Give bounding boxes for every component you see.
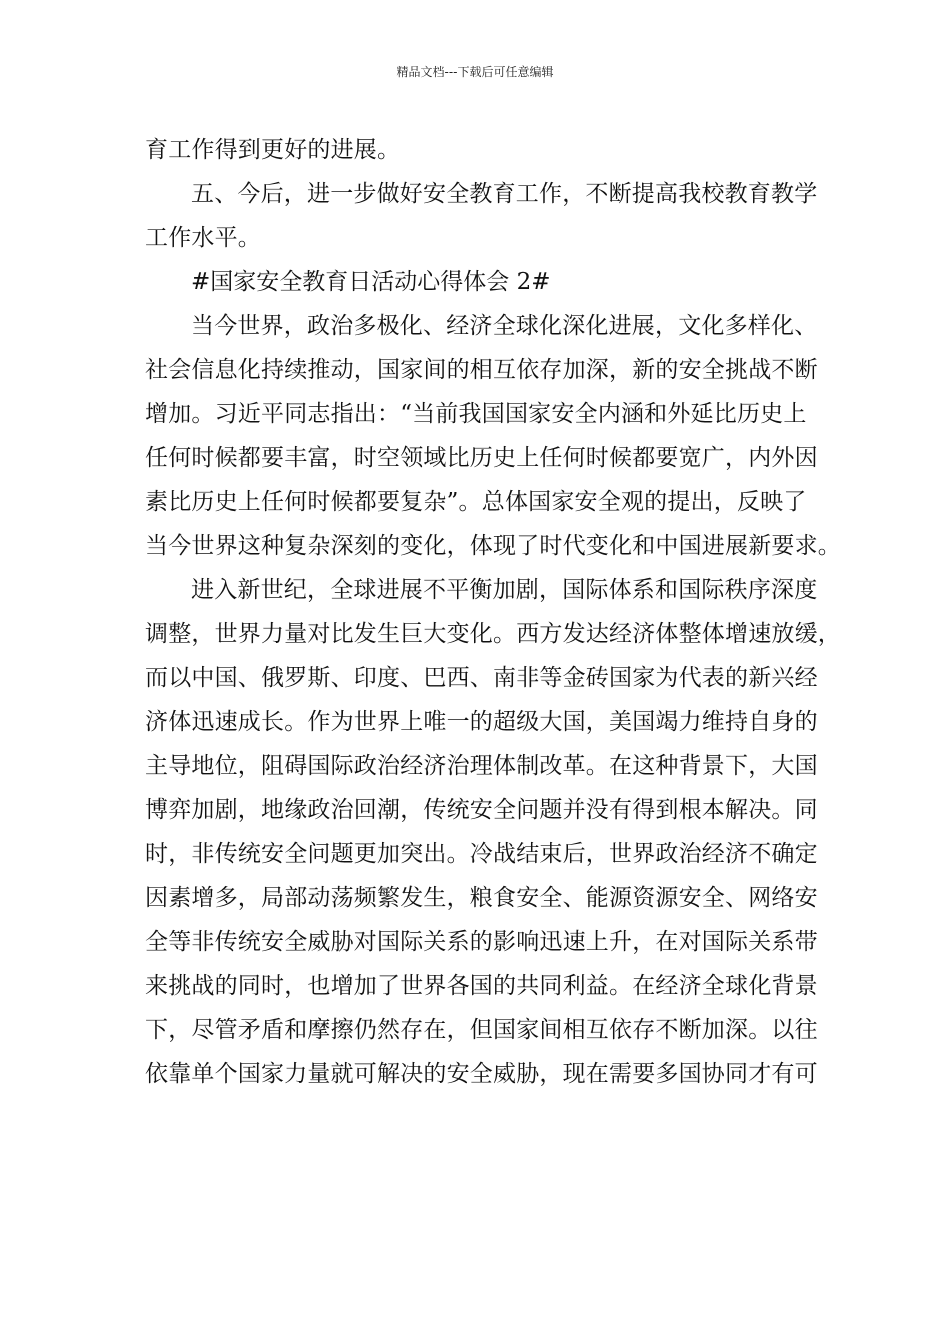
text-line: 当今世界，政治多极化、经济全球化深化进展，文化多样化、 [191,313,818,339]
text-line: 来挑战的同时，也增加了世界各国的共同利益。在经济全球化背景 [145,973,818,999]
text-line: 育工作得到更好的进展。 [145,137,401,163]
paragraph [145,304,841,568]
heading-line: #国家安全教育日活动心得体会 2# [191,269,551,295]
text-line: 进入新世纪，全球进展不平衡加剧，国际体系和国际秩序深度 [191,577,818,603]
text-line: 社会信息化持续推动，国家间的相互依存加深，新的安全挑战不断 [145,357,818,383]
text-line: 五、今后，进一步做好安全教育工作，不断提高我校教育教学 [191,181,818,207]
text-line: 调整，世界力量对比发生巨大变化。西方发达经济体整体增速放缓， [145,621,841,647]
paragraph [145,568,841,1096]
text-line: 素比历史上任何时候都要复杂”。总体国家安全观的提出，反映了 [145,489,807,515]
text-line: 主导地位，阻碍国际政治经济治理体制改革。在这种背景下，大国 [145,753,818,779]
text-line: 而以中国、俄罗斯、印度、巴西、南非等金砖国家为代表的新兴经 [145,665,818,691]
text-line: 增加。习近平同志指出：“当前我国国家安全内涵和外延比历史上 [145,401,807,427]
text-line: 任何时候都要丰富，时空领域比历史上任何时候都要宽广，内外因 [145,445,818,471]
text-line: 依靠单个国家力量就可解决的安全威胁，现在需要多国协同才有可 [145,1061,818,1087]
text-line: 济体迅速成长。作为世界上唯一的超级大国，美国竭力维持自身的 [145,709,818,735]
text-line: 下，尽管矛盾和摩擦仍然存在，但国家间相互依存不断加深。以往 [145,1017,818,1043]
text-line: 时，非传统安全问题更加突出。冷战结束后，世界政治经济不确定 [145,841,818,867]
section-heading [145,260,810,304]
text-line: 当今世界这种复杂深刻的变化，体现了时代变化和中国进展新要求。 [145,533,841,559]
paragraph [145,128,810,172]
text-line: 因素增多，局部动荡频繁发生，粮食安全、能源资源安全、网络安 [145,885,818,911]
text-line: 工作水平。 [145,225,261,251]
text-line: 全等非传统安全威胁对国际关系的影响迅速上升，在对国际关系带 [145,929,818,955]
document-body [145,128,841,1096]
paragraph [145,172,818,260]
page-header: 精品文档---下载后可任意编辑 [396,65,554,79]
text-line: 博弈加剧，地缘政治回潮，传统安全问题并没有得到根本解决。同 [145,797,818,823]
